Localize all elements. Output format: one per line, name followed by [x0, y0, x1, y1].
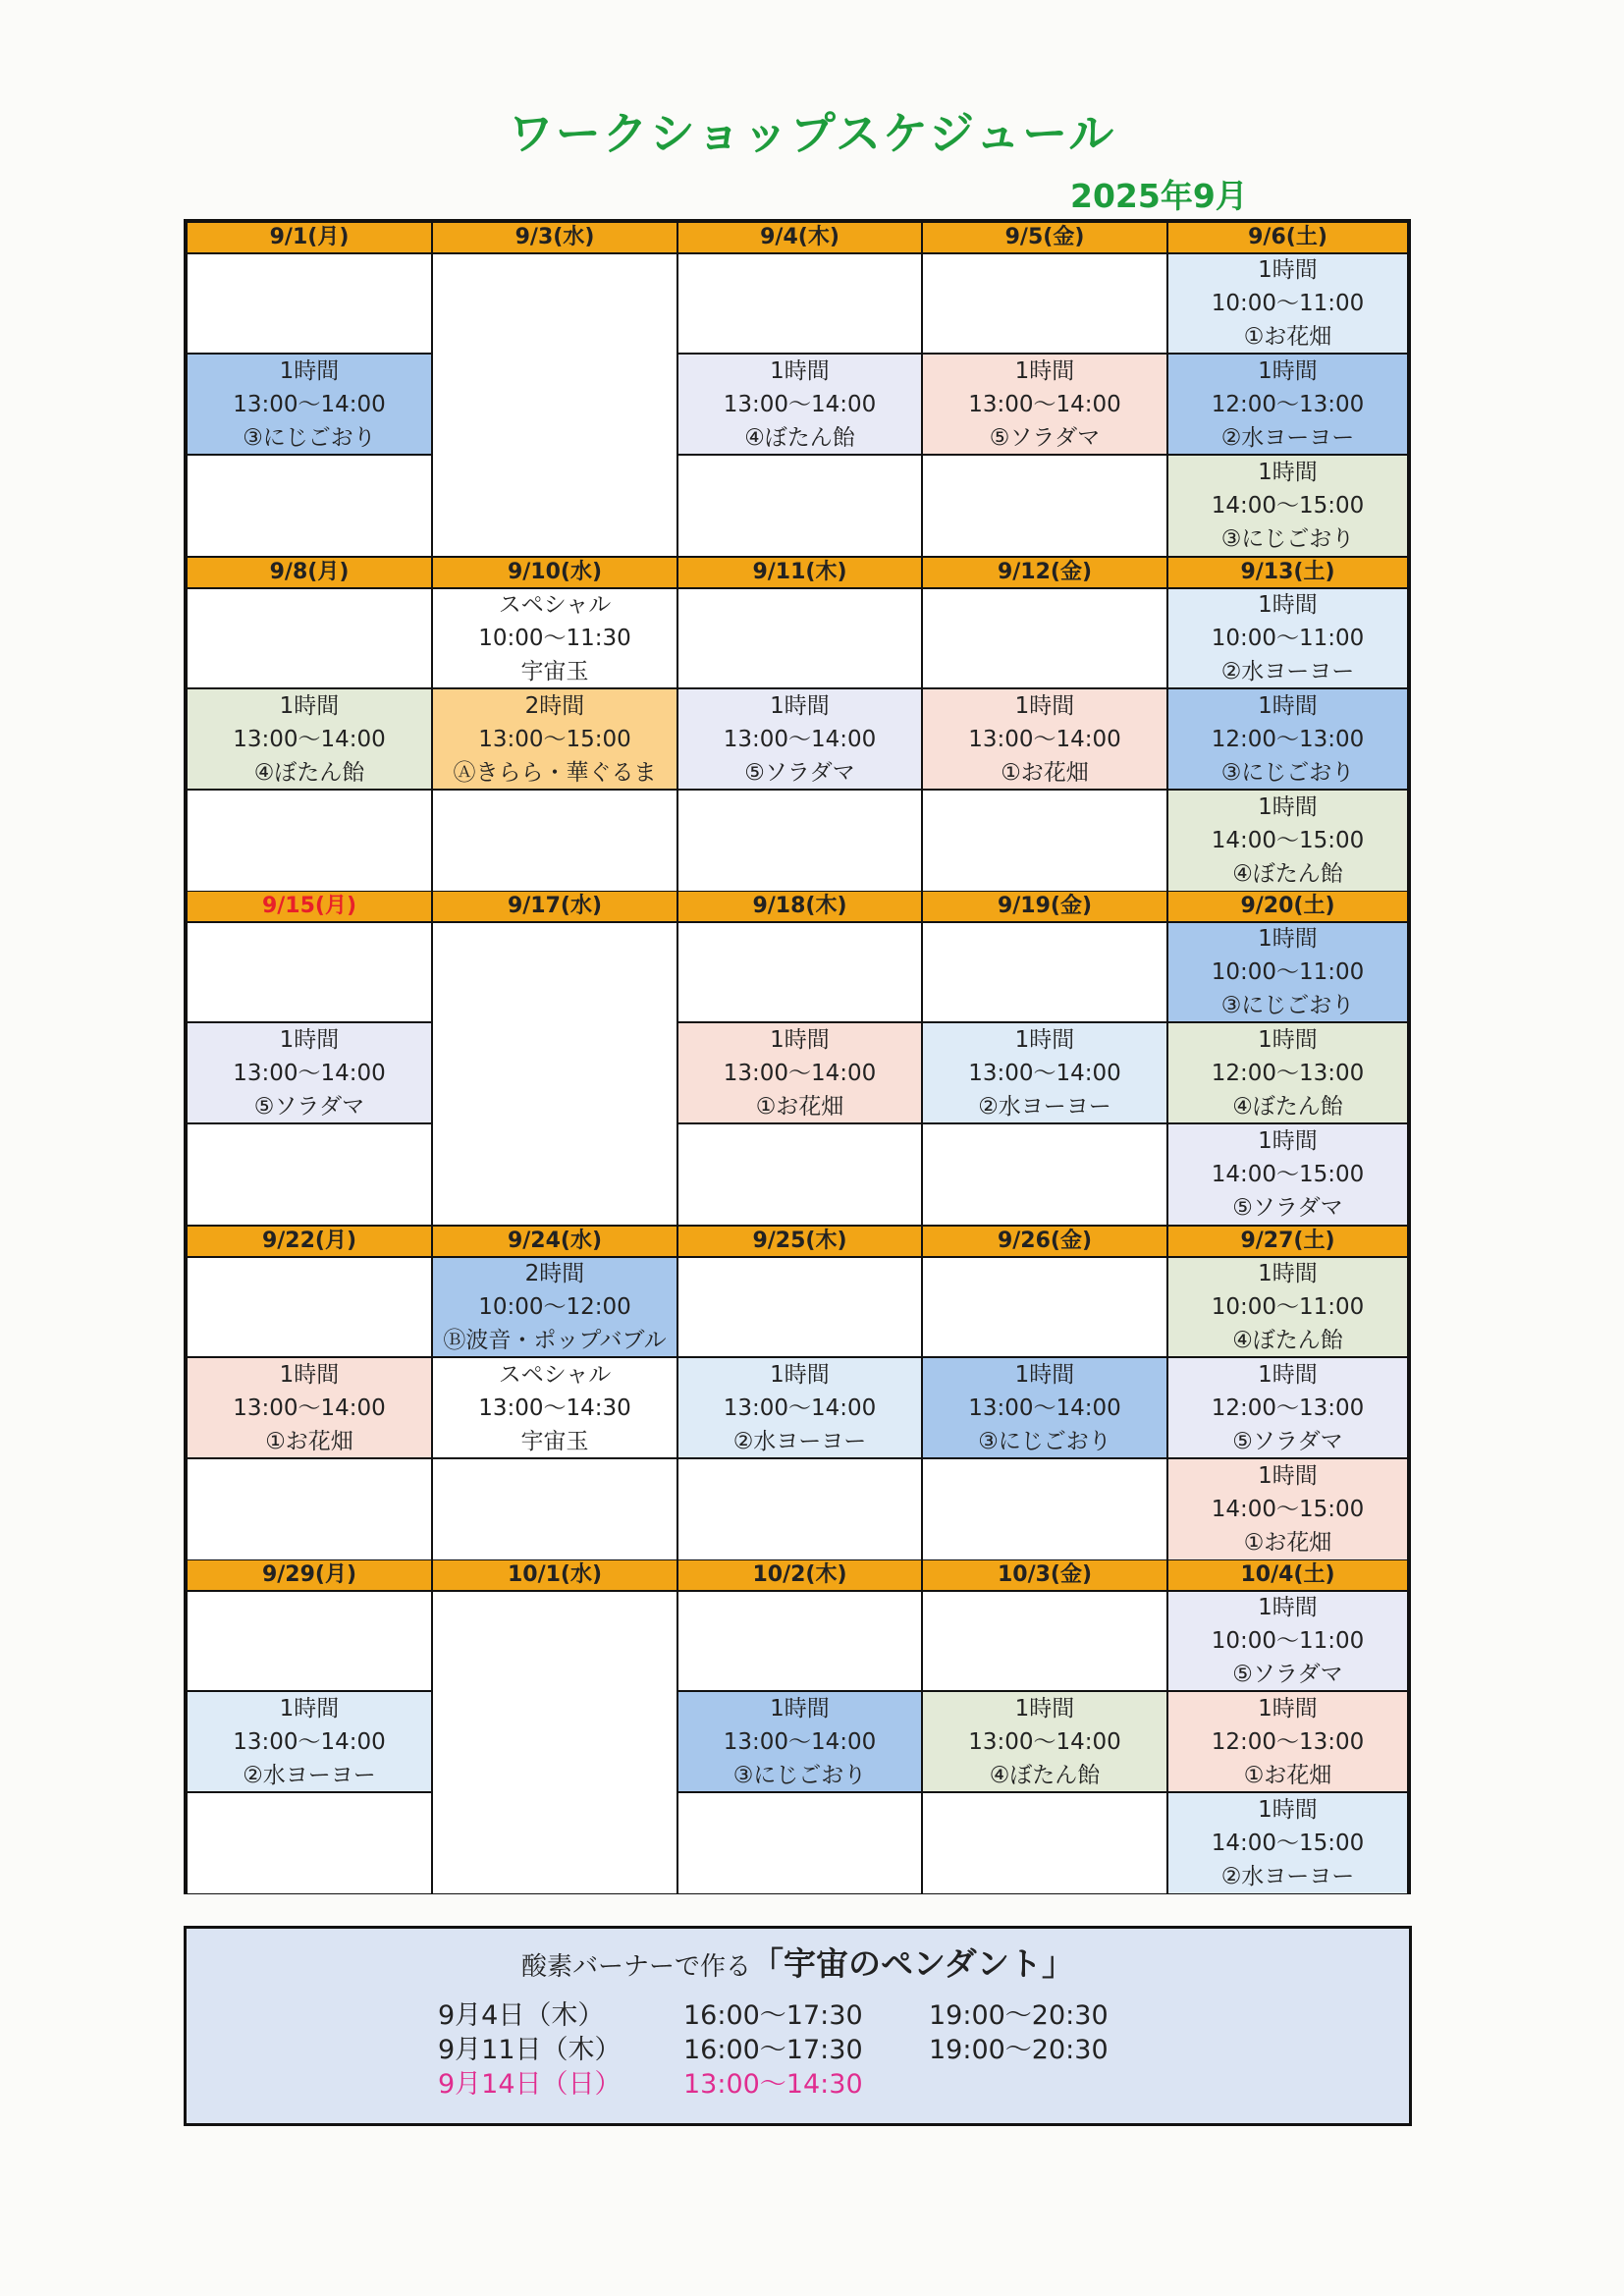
slot-time: 13:00〜14:00 [968, 1060, 1121, 1086]
empty-slot [187, 1458, 432, 1560]
workshop-slot [1167, 1257, 1408, 1357]
slot-duration: 1時間 [770, 1695, 830, 1722]
month-label: 2025年9月 [1070, 177, 1248, 215]
empty-slot [922, 922, 1167, 1022]
slot-program: ②水ヨーヨー [1220, 424, 1355, 451]
empty-slot [432, 1458, 677, 1560]
workshop-slot [187, 1357, 432, 1458]
slot-duration: 1時間 [279, 1695, 340, 1722]
slot-program: ⑤ソラダマ [253, 1093, 365, 1120]
workshop-slot [432, 688, 677, 790]
slot-time: 14:00〜15:00 [1211, 828, 1365, 853]
pendant-time-2: 19:00〜20:30 [929, 2000, 1109, 2031]
slot-program: ②水ヨーヨー [1220, 659, 1355, 684]
slot-duration: 1時間 [1258, 1361, 1318, 1388]
workshop-slot [922, 688, 1167, 790]
slot-time: 12:00〜13:00 [1211, 1060, 1365, 1086]
empty-slot [187, 1591, 432, 1691]
day-header: 9/5(金) [922, 222, 1167, 253]
slot-time: 13:00〜14:30 [478, 1394, 631, 1421]
day-header: 9/4(木) [677, 222, 922, 253]
pendant-date: 9月11日（木） [438, 2035, 622, 2065]
empty-slot [677, 1123, 922, 1226]
slot-program: ③にじごおり [243, 424, 376, 451]
day-header: 9/24(水) [432, 1226, 677, 1257]
empty-slot [187, 588, 432, 688]
empty-slot [922, 1123, 1167, 1226]
slot-duration: 1時間 [1258, 1463, 1318, 1489]
empty-slot [187, 1257, 432, 1357]
workshop-slot [922, 354, 1167, 455]
slot-program: ③にじごおり [732, 1762, 867, 1788]
slot-duration: 1時間 [1014, 692, 1075, 719]
empty-slot [187, 790, 432, 892]
slot-duration: 1時間 [1258, 1128, 1318, 1154]
day-header: 9/27(土) [1167, 1226, 1408, 1257]
day-header: 10/4(土) [1167, 1559, 1408, 1591]
slot-duration: 1時間 [1258, 592, 1318, 618]
empty-slot [677, 588, 922, 688]
slot-time: 10:00〜11:00 [1211, 959, 1365, 985]
closed-day [432, 253, 677, 557]
slot-time: 10:00〜11:30 [478, 626, 631, 651]
day-header: 9/19(金) [922, 891, 1167, 922]
slot-program: ①お花畑 [1243, 324, 1332, 350]
day-header: 9/1(月) [187, 222, 432, 253]
day-header: 9/8(月) [187, 557, 432, 588]
day-header: 9/26(金) [922, 1226, 1167, 1257]
slot-time: 10:00〜12:00 [478, 1294, 631, 1320]
closed-day [432, 922, 677, 1226]
workshop-slot [1167, 1691, 1408, 1792]
workshop-slot [922, 1357, 1167, 1458]
workshop-slot [677, 354, 922, 455]
workshop-slot [187, 1691, 432, 1792]
slot-program: ⑤ソラダマ [744, 759, 855, 786]
empty-slot [187, 1123, 432, 1226]
day-header: 9/17(水) [432, 891, 677, 922]
slot-program: ①お花畑 [755, 1093, 844, 1120]
slot-program: ④ぼたん飴 [744, 424, 855, 451]
slot-duration: 1時間 [1258, 257, 1318, 283]
slot-time: 10:00〜11:00 [1211, 1628, 1365, 1654]
slot-time: 14:00〜15:00 [1211, 1497, 1365, 1522]
slot-time: 13:00〜14:00 [723, 1728, 877, 1755]
slot-program: Ⓑ波音・ポップバブル [443, 1328, 667, 1353]
pendant-title-main: 「宇宙のペンダント」 [751, 1944, 1075, 1983]
workshop-slot [1167, 790, 1408, 892]
slot-time: 13:00〜14:00 [233, 391, 386, 417]
workshop-slot [1167, 922, 1408, 1022]
slot-time: 13:00〜14:00 [233, 1728, 386, 1755]
workshop-slot [432, 1257, 677, 1357]
day-header: 9/13(土) [1167, 557, 1408, 588]
empty-slot [922, 1458, 1167, 1560]
workshop-slot [1167, 1458, 1408, 1560]
slot-program: ④ぼたん飴 [1232, 1093, 1343, 1120]
slot-program: ②水ヨーヨー [732, 1428, 867, 1454]
day-header: 10/1(水) [432, 1559, 677, 1591]
empty-slot [677, 1591, 922, 1691]
slot-time: 12:00〜13:00 [1211, 726, 1365, 752]
schedule-calendar [184, 219, 1411, 1894]
workshop-slot [432, 588, 677, 688]
slot-program: ⑤ソラダマ [1232, 1195, 1343, 1221]
slot-time: 13:00〜14:00 [723, 1394, 877, 1421]
slot-duration: 1時間 [1258, 794, 1318, 820]
workshop-slot [922, 1691, 1167, 1792]
pendant-time-1: 13:00〜14:30 [683, 2069, 863, 2100]
slot-duration: 2時間 [524, 1261, 585, 1286]
slot-duration: 1時間 [1258, 357, 1318, 384]
workshop-slot [1167, 1591, 1408, 1691]
workshop-slot [1167, 354, 1408, 455]
workshop-slot [1167, 588, 1408, 688]
day-header: 9/6(土) [1167, 222, 1408, 253]
slot-program: ①お花畑 [1243, 1530, 1332, 1556]
slot-duration: 1時間 [279, 357, 340, 384]
slot-time: 14:00〜15:00 [1211, 1831, 1365, 1856]
slot-program: ②水ヨーヨー [978, 1093, 1111, 1120]
slot-duration: 1時間 [279, 692, 340, 719]
pendant-title-prefix: 酸素バーナーで作る [520, 1952, 751, 1982]
slot-time: 10:00〜11:00 [1211, 291, 1365, 316]
pendant-time-1: 16:00〜17:30 [683, 2035, 863, 2065]
page-title: ワークショップスケジュール [508, 107, 1116, 160]
slot-duration: 1時間 [1258, 1595, 1318, 1620]
slot-program: ④ぼたん飴 [1232, 1328, 1343, 1353]
slot-time: 13:00〜14:00 [233, 726, 386, 752]
slot-program: ④ぼたん飴 [253, 759, 365, 786]
workshop-slot [922, 1022, 1167, 1123]
slot-time: 12:00〜13:00 [1211, 1394, 1365, 1421]
empty-slot [677, 1458, 922, 1560]
empty-slot [922, 1792, 1167, 1894]
slot-time: 14:00〜15:00 [1211, 1162, 1365, 1187]
slot-program: ④ぼたん飴 [989, 1762, 1101, 1788]
pendant-time-1: 16:00〜17:30 [683, 2000, 863, 2031]
day-header: 9/10(水) [432, 557, 677, 588]
closed-day [432, 1591, 677, 1894]
day-header: 9/15(月) [187, 891, 432, 922]
workshop-slot [1167, 1792, 1408, 1894]
slot-time: 12:00〜13:00 [1211, 1728, 1365, 1755]
pendant-workshop-title [187, 1944, 1409, 1987]
pendant-date: 9月14日（日） [438, 2069, 622, 2100]
slot-time: 13:00〜14:00 [968, 726, 1121, 752]
empty-slot [677, 1257, 922, 1357]
day-header: 9/3(水) [432, 222, 677, 253]
slot-time: 13:00〜14:00 [968, 1394, 1121, 1421]
slot-program: ①お花畑 [1243, 1762, 1332, 1788]
slot-time: 12:00〜13:00 [1211, 391, 1365, 417]
empty-slot [187, 922, 432, 1022]
workshop-slot [1167, 455, 1408, 557]
slot-program: ①お花畑 [1001, 759, 1089, 786]
slot-duration: 1時間 [1014, 1361, 1075, 1388]
slot-duration: 1時間 [279, 1361, 340, 1388]
workshop-slot [1167, 1123, 1408, 1226]
slot-program: ②水ヨーヨー [243, 1762, 376, 1788]
slot-duration: 1時間 [770, 357, 830, 384]
slot-program: ③にじごおり [1220, 759, 1355, 786]
empty-slot [187, 253, 432, 354]
day-header: 9/11(木) [677, 557, 922, 588]
slot-time: 13:00〜14:00 [233, 1060, 386, 1086]
slot-program: ③にじごおり [978, 1428, 1111, 1454]
empty-slot [922, 790, 1167, 892]
slot-program: Ⓐきらら・華ぐるま [453, 759, 657, 786]
slot-duration: 1時間 [1258, 1695, 1318, 1722]
empty-slot [677, 790, 922, 892]
day-header: 10/2(木) [677, 1559, 922, 1591]
workshop-slot [1167, 253, 1408, 354]
slot-time: 13:00〜14:00 [723, 1060, 877, 1086]
workshop-slot [677, 1022, 922, 1123]
slot-duration: 1時間 [770, 692, 830, 719]
slot-duration: 1時間 [1014, 357, 1075, 384]
workshop-slot [187, 688, 432, 790]
day-header: 10/3(金) [922, 1559, 1167, 1591]
slot-time: 13:00〜14:00 [968, 391, 1121, 417]
slot-program: ③にじごおり [1220, 526, 1355, 552]
workshop-slot [187, 354, 432, 455]
pendant-time-2: 19:00〜20:30 [929, 2035, 1109, 2065]
slot-duration: 1時間 [770, 1026, 830, 1053]
slot-program: ⑤ソラダマ [989, 424, 1101, 451]
slot-duration: 1時間 [1258, 460, 1318, 485]
day-header: 9/20(土) [1167, 891, 1408, 922]
slot-program: 宇宙玉 [520, 1428, 589, 1454]
slot-duration: 1時間 [1258, 926, 1318, 952]
empty-slot [922, 1591, 1167, 1691]
slot-duration: 1時間 [1258, 1026, 1318, 1053]
workshop-slot [1167, 1022, 1408, 1123]
empty-slot [922, 253, 1167, 354]
slot-program: ③にじごおり [1220, 993, 1355, 1018]
slot-program: ②水ヨーヨー [1220, 1864, 1355, 1889]
slot-duration: 1時間 [1014, 1026, 1075, 1053]
slot-program: 宇宙玉 [520, 659, 589, 684]
slot-duration: 1時間 [1258, 1261, 1318, 1286]
empty-slot [922, 588, 1167, 688]
slot-program: ⑤ソラダマ [1232, 1428, 1343, 1454]
slot-time: 13:00〜14:00 [233, 1394, 386, 1421]
slot-duration: 1時間 [1258, 1797, 1318, 1823]
slot-duration: 1時間 [1014, 1695, 1075, 1722]
slot-time: 13:00〜15:00 [478, 726, 631, 752]
slot-program: ⑤ソラダマ [1232, 1662, 1343, 1687]
slot-duration: スペシャル [498, 1361, 612, 1388]
day-header: 9/29(月) [187, 1559, 432, 1591]
day-header: 9/22(月) [187, 1226, 432, 1257]
pendant-date: 9月4日（木） [438, 2000, 605, 2031]
day-header: 9/12(金) [922, 557, 1167, 588]
workshop-slot [677, 1357, 922, 1458]
workshop-slot [677, 688, 922, 790]
empty-slot [187, 1792, 432, 1894]
slot-duration: スペシャル [498, 592, 612, 618]
slot-duration: 1時間 [770, 1361, 830, 1388]
slot-time: 10:00〜11:00 [1211, 1294, 1365, 1320]
slot-time: 13:00〜14:00 [968, 1728, 1121, 1755]
day-header: 9/18(木) [677, 891, 922, 922]
workshop-slot [1167, 1357, 1408, 1458]
slot-time: 13:00〜14:00 [723, 391, 877, 417]
slot-program: ①お花畑 [265, 1428, 353, 1454]
workshop-slot [187, 1022, 432, 1123]
empty-slot [432, 790, 677, 892]
workshop-slot [677, 1691, 922, 1792]
slot-duration: 2時間 [524, 692, 585, 719]
workshop-slot [432, 1357, 677, 1458]
slot-time: 13:00〜14:00 [723, 726, 877, 752]
slot-time: 10:00〜11:00 [1211, 626, 1365, 651]
empty-slot [187, 455, 432, 557]
pendant-workshop-box [184, 1926, 1412, 2126]
empty-slot [677, 1792, 922, 1894]
slot-duration: 1時間 [1258, 692, 1318, 719]
workshop-slot [1167, 688, 1408, 790]
day-header: 9/25(木) [677, 1226, 922, 1257]
empty-slot [677, 922, 922, 1022]
empty-slot [677, 253, 922, 354]
empty-slot [677, 455, 922, 557]
slot-program: ④ぼたん飴 [1232, 861, 1343, 887]
slot-duration: 1時間 [279, 1026, 340, 1053]
slot-time: 14:00〜15:00 [1211, 493, 1365, 519]
empty-slot [922, 1257, 1167, 1357]
empty-slot [922, 455, 1167, 557]
